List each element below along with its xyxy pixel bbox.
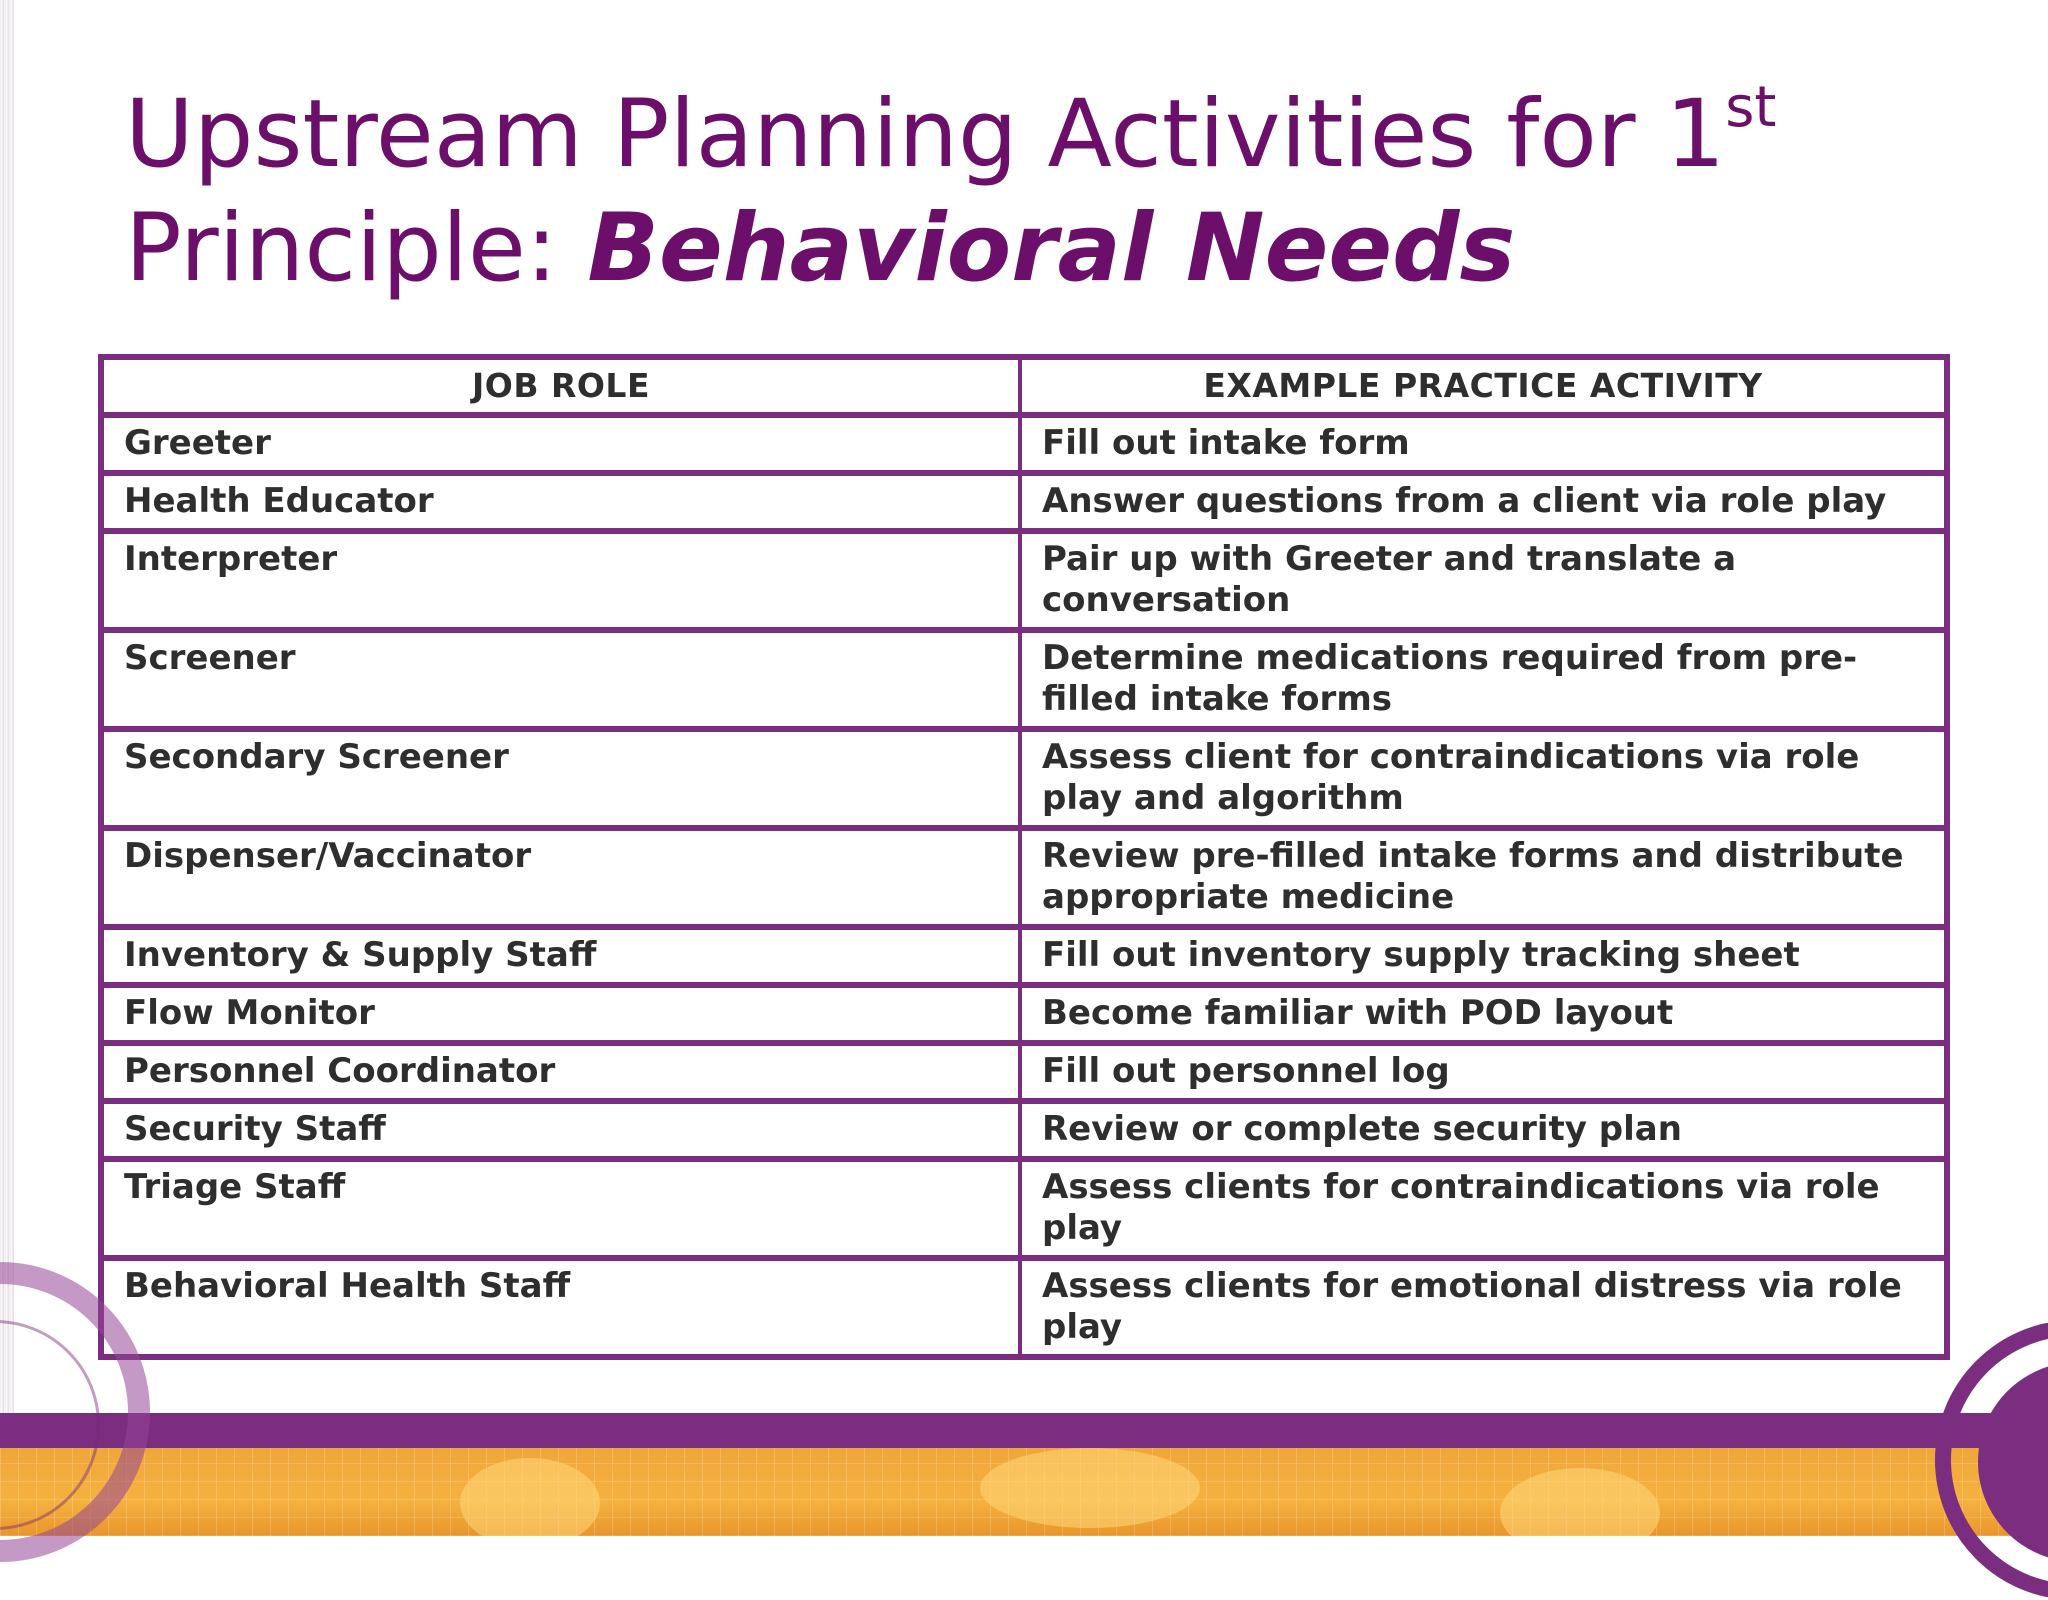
- job-role-cell: Security Staff: [104, 1104, 1022, 1156]
- table-body: [104, 418, 1944, 1354]
- table-row: [104, 1162, 1944, 1255]
- practice-activity-cell: Assess client for contraindications via role play and algorithm: [1022, 732, 1944, 825]
- footer-blob: [980, 1448, 1200, 1528]
- job-role-cell: Health Educator: [104, 476, 1022, 528]
- title-line-2-plain: Principle:: [125, 194, 588, 303]
- roles-table-frame: [98, 354, 1950, 1360]
- practice-activity-cell: Review or complete security plan: [1022, 1104, 1944, 1156]
- job-role-cell: Dispenser/Vaccinator: [104, 831, 1022, 924]
- job-role-cell: Personnel Coordinator: [104, 1046, 1022, 1098]
- practice-activity-cell: Pair up with Greeter and translate a conversation: [1022, 534, 1944, 627]
- practice-activity-cell: Determine medications required from pre-filled intake forms: [1022, 633, 1944, 726]
- practice-activity-cell: Assess clients for emotional distress via role play: [1022, 1261, 1944, 1354]
- practice-activity-cell: Become familiar with POD layout: [1022, 988, 1944, 1040]
- job-role-cell: Interpreter: [104, 534, 1022, 627]
- practice-activity-cell: Review pre-filled intake forms and distribute appropriate medicine: [1022, 831, 1944, 924]
- practice-activity-cell: Fill out personnel log: [1022, 1046, 1944, 1098]
- table-row: [104, 988, 1944, 1040]
- footer-purple-bar: [0, 1413, 2048, 1448]
- practice-activity-cell: Answer questions from a client via role play: [1022, 476, 1944, 528]
- job-role-cell: Screener: [104, 633, 1022, 726]
- job-role-cell: Inventory & Supply Staff: [104, 930, 1022, 982]
- table-row: [104, 1046, 1944, 1098]
- table-row: [104, 732, 1944, 825]
- slide-title: [125, 75, 1985, 306]
- table-row: [104, 1104, 1944, 1156]
- table-row: [104, 930, 1944, 982]
- title-superscript: st: [1725, 75, 1777, 140]
- practice-activity-cell: Fill out inventory supply tracking sheet: [1022, 930, 1944, 982]
- title-line-1: Upstream Planning Activities for 1: [125, 80, 1726, 189]
- table-row: [104, 633, 1944, 726]
- job-role-cell: Triage Staff: [104, 1162, 1022, 1255]
- table-header-row: [104, 360, 1944, 412]
- practice-activity-cell: Fill out intake form: [1022, 418, 1944, 470]
- job-role-cell: Flow Monitor: [104, 988, 1022, 1040]
- practice-activity-cell: Assess clients for contraindications via role play: [1022, 1162, 1944, 1255]
- job-role-cell: Behavioral Health Staff: [104, 1261, 1022, 1354]
- job-role-cell: Greeter: [104, 418, 1022, 470]
- header-example-activity: EXAMPLE PRACTICE ACTIVITY: [1022, 360, 1944, 412]
- footer-orange-band: [0, 1448, 2048, 1536]
- table-row: [104, 831, 1944, 924]
- table-row: [104, 534, 1944, 627]
- title-emphasis: Behavioral Needs: [587, 194, 1516, 303]
- table-row: [104, 476, 1944, 528]
- table-row: [104, 1261, 1944, 1354]
- roles-activities-table: [104, 354, 1944, 1360]
- header-job-role: JOB ROLE: [104, 360, 1022, 412]
- job-role-cell: Secondary Screener: [104, 732, 1022, 825]
- table-row: [104, 418, 1944, 470]
